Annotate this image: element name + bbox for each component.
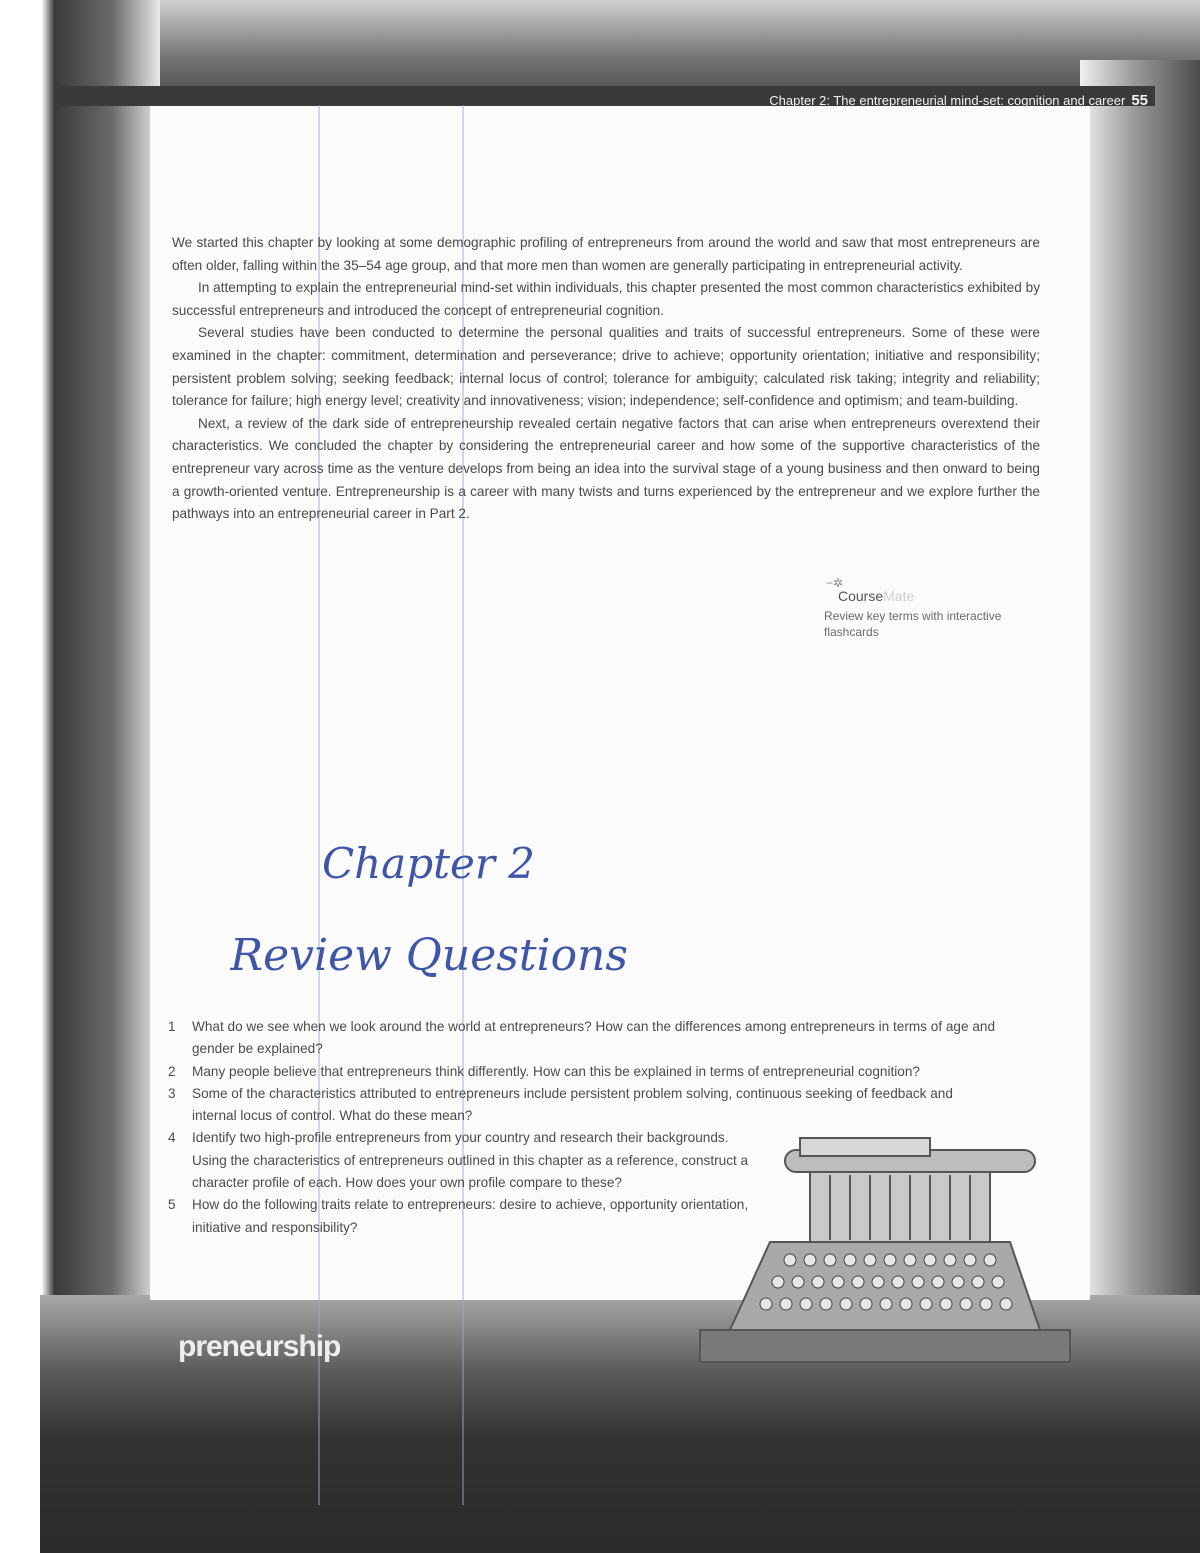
handwritten-line-2: Review Questions — [230, 930, 628, 981]
coursemate-note: Review key terms with interactive flashcards — [824, 609, 1002, 639]
summary-paragraph: Next, a review of the dark side of entrepreneurship revealed certain negative factors that can arise when entrepreneurs overextend their characteristics. We concluded the chapter by considering the entrepreneurial career and how some of the supportive characteristics of the entrepreneur vary across time as the venture develops from being an idea into the survival stage of a young business and then onward to being a growth-oriented venture. Entrepreneurship is a career with many twists and turns experienced by the entrepreneur and we explore further the pathways into an entrepreneurial career in Part 2. — [172, 415, 1040, 522]
question-number: 3 — [168, 1085, 176, 1101]
chapter-summary — [172, 232, 1040, 526]
coursemate-box — [824, 576, 1004, 640]
list-item — [168, 1061, 998, 1083]
question-number: 5 — [168, 1197, 176, 1213]
question-number: 2 — [168, 1063, 176, 1079]
question-number: 1 — [168, 1019, 176, 1034]
question-number: 4 — [168, 1130, 176, 1146]
summary-paragraph: In attempting to explain the entrepreneurial mind-set within individuals, this chapter presented the most common characteristics exhibited by successful entrepreneurs and introduced the concept of entrepreneurial cognition. — [172, 280, 1040, 318]
question-text: Identify two high-profile entrepreneurs from your country and research their backgrounds. Using the characteristics of entrepreneurs outlined in this chapter as a reference, construct a character profile of each. How does your own profile compare to these? — [192, 1130, 749, 1191]
list-item — [168, 1127, 752, 1194]
typewriter-illustration — [690, 1130, 1080, 1370]
chapter-title: Chapter 2: The entrepreneurial mind-set: cognition and career — [769, 93, 1126, 108]
handwritten-line-1: Chapter 2 — [322, 839, 535, 888]
list-item — [168, 1194, 752, 1239]
list-item — [168, 1016, 998, 1061]
coursemate-mark-icon: −✲ — [826, 576, 844, 590]
question-text: Many people believe that entrepreneurs think differently. How can this be explained in terms of entrepreneurial cognition? — [192, 1063, 920, 1079]
scan-shadow-top — [40, 0, 1200, 90]
running-header — [769, 92, 1148, 109]
page-number: 55 — [1131, 92, 1148, 109]
question-text: What do we see when we look around the world at entrepreneurs? How can the differences among entrepreneurs in terms of age and gender be explained? — [192, 1019, 996, 1057]
handwritten-heading — [230, 820, 730, 1000]
coursemate-logo: CourseMate — [838, 588, 915, 604]
list-item — [168, 1083, 998, 1128]
question-text: Some of the characteristics attributed to entrepreneurs include persistent problem solving, continuous seeking of feedback and internal locus of control. What do these mean? — [192, 1085, 953, 1124]
footer-title-fragment: preneurship — [178, 1330, 341, 1363]
summary-paragraph: We started this chapter by looking at some demographic profiling of entrepreneurs from around the world and saw that most entrepreneurs are often older, falling within the 35–54 age group, and that more men than women are generally participating in entrepreneurial activity. — [172, 235, 1040, 273]
question-text: How do the following traits relate to entrepreneurs: desire to achieve, opportunity orientation, initiative and responsibility? — [192, 1197, 749, 1235]
summary-paragraph: Several studies have been conducted to determine the personal qualities and traits of successful entrepreneurs. Some of these were examined in the chapter: commitment, determination and perseverance; drive to achieve; opportunity orientation; initiative and responsibility; persistent problem solving; seeking feedback; internal locus of control; tolerance for ambiguity; calculated risk taking; integrity and reliability; tolerance for failure; high energy level; creativity and innovativeness; vision; independence; self-confidence and optimism; and team-building. — [172, 325, 1040, 409]
